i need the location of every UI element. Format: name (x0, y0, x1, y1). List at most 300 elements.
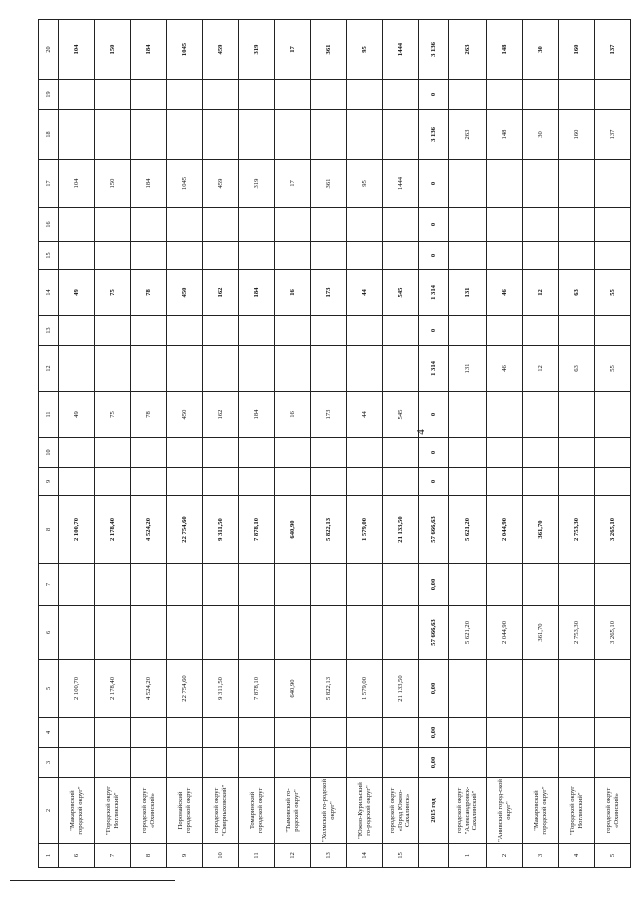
table-cell: 148 (487, 20, 523, 80)
table-cell (311, 564, 347, 606)
table-cell (595, 564, 631, 606)
table-cell (523, 392, 559, 438)
table-cell (275, 110, 311, 160)
table-cell (203, 438, 239, 468)
table-cell (59, 110, 95, 160)
table-cell (59, 438, 95, 468)
table-cell (595, 468, 631, 496)
table-cell: 184 (131, 20, 167, 80)
table-cell (95, 438, 131, 468)
table-cell: 49 (59, 392, 95, 438)
table-cell (275, 242, 311, 270)
table-cell: 95 (347, 20, 383, 80)
table-cell: 0,00 (419, 564, 449, 606)
table-cell (347, 748, 383, 778)
table-cell (347, 438, 383, 468)
table-cell (559, 718, 595, 748)
table-cell (487, 468, 523, 496)
table-cell (311, 316, 347, 346)
column-number: 2 (39, 778, 59, 844)
table-cell: 545 (383, 270, 419, 316)
table-cell: 150 (95, 20, 131, 80)
table-cell: 2 753,30 (559, 606, 595, 660)
table-cell (167, 346, 203, 392)
table-cell: 0 (419, 392, 449, 438)
table-cell (311, 748, 347, 778)
table-cell: 5 621,20 (449, 606, 487, 660)
table-cell (487, 438, 523, 468)
row-number: 6 (59, 844, 95, 868)
table-cell: 30 (523, 20, 559, 80)
table-cell (559, 316, 595, 346)
table-cell: 78 (131, 392, 167, 438)
table-cell (523, 468, 559, 496)
table-cell: 361 (311, 20, 347, 80)
table-cell: 450 (167, 392, 203, 438)
table-cell (167, 110, 203, 160)
table-cell (449, 468, 487, 496)
table-cell: 184 (239, 270, 275, 316)
row-number: 15 (383, 844, 419, 868)
table-cell (59, 80, 95, 110)
table-cell (203, 242, 239, 270)
table-cell (59, 718, 95, 748)
table-cell (523, 208, 559, 242)
table-cell (239, 748, 275, 778)
municipality-name: "Анивский город-ской округ" (487, 778, 523, 844)
table-cell (523, 564, 559, 606)
rotated-table-wrapper (38, 20, 620, 868)
table-cell (383, 110, 419, 160)
table-cell (275, 80, 311, 110)
table-cell: 46 (487, 346, 523, 392)
table-cell: 5 822,13 (311, 660, 347, 718)
table-cell (239, 346, 275, 392)
table-cell (383, 80, 419, 110)
table-row (347, 20, 383, 868)
row-number: 8 (131, 844, 167, 868)
table-cell (449, 80, 487, 110)
table-cell (311, 718, 347, 748)
table-cell: 160 (559, 110, 595, 160)
table-cell: 49 (59, 270, 95, 316)
table-cell: 361,70 (523, 496, 559, 564)
table-cell (449, 208, 487, 242)
table-cell (347, 80, 383, 110)
table-cell: 16 (275, 392, 311, 438)
table-cell: 184 (239, 392, 275, 438)
table-cell: 1 579,00 (347, 660, 383, 718)
table-cell: 104 (59, 160, 95, 208)
table-cell: 30 (523, 110, 559, 160)
municipality-name: "Южно-Курильский го-родской округ" (347, 778, 383, 844)
table-cell (559, 242, 595, 270)
column-number: 16 (39, 208, 59, 242)
table-cell (347, 468, 383, 496)
table-cell: 44 (347, 270, 383, 316)
column-number: 15 (39, 242, 59, 270)
table-cell (167, 468, 203, 496)
table-cell: 57 666,63 (419, 606, 449, 660)
table-cell (523, 316, 559, 346)
table-cell (239, 242, 275, 270)
row-number: 13 (311, 844, 347, 868)
table-cell (487, 392, 523, 438)
table-cell (239, 110, 275, 160)
table-cell: 21 133,50 (383, 660, 419, 718)
column-number: 14 (39, 270, 59, 316)
table-cell (449, 438, 487, 468)
municipality-name: городской округ «Охинский» (131, 778, 167, 844)
table-cell (523, 718, 559, 748)
table-cell (383, 748, 419, 778)
table-cell (95, 208, 131, 242)
municipality-name: "Городской округ Ногликский" (559, 778, 595, 844)
table-row (383, 20, 419, 868)
table-cell (59, 748, 95, 778)
table-cell: 0,00 (419, 660, 449, 718)
column-number: 1 (39, 844, 59, 868)
row-number: 2 (487, 844, 523, 868)
table-cell: 16 (275, 270, 311, 316)
table-cell: 12 (523, 346, 559, 392)
table-cell (523, 80, 559, 110)
table-cell (383, 606, 419, 660)
table-cell (559, 438, 595, 468)
table-cell (347, 242, 383, 270)
table-cell (559, 660, 595, 718)
table-cell: 263 (449, 110, 487, 160)
table-cell (595, 208, 631, 242)
table-cell (487, 80, 523, 110)
column-number: 9 (39, 468, 59, 496)
table-cell (167, 208, 203, 242)
table-cell: 640,90 (275, 660, 311, 718)
table-cell (487, 316, 523, 346)
table-cell: 17 (275, 160, 311, 208)
table-cell: 1444 (383, 160, 419, 208)
column-number: 4 (39, 718, 59, 748)
table-cell (203, 564, 239, 606)
table-cell: 160 (559, 20, 595, 80)
table-cell: 1 314 (419, 270, 449, 316)
table-cell: 1 579,00 (347, 496, 383, 564)
table-cell (59, 208, 95, 242)
table-cell (383, 438, 419, 468)
column-number: 20 (39, 20, 59, 80)
table-cell (347, 316, 383, 346)
data-table (38, 19, 631, 868)
table-cell: 0 (419, 80, 449, 110)
table-cell: 7 878,10 (239, 496, 275, 564)
municipality-name: городской округ "Смирныховский" (203, 778, 239, 844)
table-cell: 162 (203, 392, 239, 438)
table-cell (559, 80, 595, 110)
table-cell (131, 606, 167, 660)
table-cell: 5 621,20 (449, 496, 487, 564)
municipality-name: Поронайский городской округ (167, 778, 203, 844)
table-cell (203, 208, 239, 242)
table-cell (131, 748, 167, 778)
row-number: 7 (95, 844, 131, 868)
table-cell (383, 208, 419, 242)
table-cell: 1045 (167, 160, 203, 208)
table-row (449, 20, 487, 868)
table-cell: 12 (523, 270, 559, 316)
table-cell (203, 316, 239, 346)
table-cell (203, 748, 239, 778)
municipality-name: городской округ «Город Южно-Сахалинск» (383, 778, 419, 844)
table-cell: 4 524,20 (131, 496, 167, 564)
table-cell: 17 (275, 20, 311, 80)
table-cell: 75 (95, 270, 131, 316)
table-cell (559, 208, 595, 242)
table-cell (275, 606, 311, 660)
table-cell: 319 (239, 160, 275, 208)
column-number: 3 (39, 748, 59, 778)
table-cell: 75 (95, 392, 131, 438)
table-cell (95, 242, 131, 270)
municipality-name: Томаринский городской округ (239, 778, 275, 844)
table-cell: 104 (59, 20, 95, 80)
table-cell (559, 468, 595, 496)
header-row (39, 20, 59, 868)
table-cell (167, 748, 203, 778)
table-cell (167, 606, 203, 660)
table-cell: 1444 (383, 20, 419, 80)
table-cell: 150 (95, 160, 131, 208)
table-cell (311, 208, 347, 242)
table-cell (347, 110, 383, 160)
table-cell (131, 208, 167, 242)
table-row (595, 20, 631, 868)
table-row (59, 20, 95, 868)
table-cell (275, 748, 311, 778)
row-number: 9 (167, 844, 203, 868)
table-cell: 0 (419, 160, 449, 208)
table-row (131, 20, 167, 868)
table-cell (239, 316, 275, 346)
table-cell (347, 606, 383, 660)
table-cell (595, 80, 631, 110)
column-number: 12 (39, 346, 59, 392)
table-cell (311, 468, 347, 496)
table-body (39, 20, 631, 868)
table-cell: 9 311,50 (203, 660, 239, 718)
row-number: 1 (449, 844, 487, 868)
table-cell (131, 316, 167, 346)
table-cell (311, 438, 347, 468)
table-cell: 7 878,10 (239, 660, 275, 718)
row-number: 3 (523, 844, 559, 868)
table-cell (347, 718, 383, 748)
municipality-name: 2015 год (419, 778, 449, 844)
table-cell (595, 660, 631, 718)
table-cell (487, 564, 523, 606)
table-row (487, 20, 523, 868)
table-cell (523, 748, 559, 778)
table-cell (559, 564, 595, 606)
table-cell (203, 110, 239, 160)
row-number: 14 (347, 844, 383, 868)
table-cell (167, 316, 203, 346)
table-cell (487, 208, 523, 242)
table-cell: 0 (419, 242, 449, 270)
table-cell: 319 (239, 20, 275, 80)
table-cell (95, 468, 131, 496)
table-cell (95, 316, 131, 346)
table-cell: 78 (131, 270, 167, 316)
table-cell: 459 (203, 160, 239, 208)
row-number: 11 (239, 844, 275, 868)
table-cell (383, 718, 419, 748)
column-number: 7 (39, 564, 59, 606)
table-row (559, 20, 595, 868)
table-cell (131, 438, 167, 468)
table-cell (95, 718, 131, 748)
table-cell (311, 346, 347, 392)
table-cell (449, 564, 487, 606)
column-number: 13 (39, 316, 59, 346)
table-cell: 2 044,90 (487, 496, 523, 564)
table-cell: 131 (449, 346, 487, 392)
table-cell: 55 (595, 270, 631, 316)
page-number: 4 (414, 429, 427, 435)
table-cell (275, 468, 311, 496)
table-cell (275, 346, 311, 392)
table-cell (239, 80, 275, 110)
table-cell (59, 564, 95, 606)
table-cell: 361 (311, 160, 347, 208)
table-cell (311, 606, 347, 660)
municipality-name: "Холмский го-родской округ" (311, 778, 347, 844)
table-cell: 57 666,63 (419, 496, 449, 564)
table-cell (275, 718, 311, 748)
table-cell (523, 438, 559, 468)
table-cell: 137 (595, 20, 631, 80)
table-cell (311, 110, 347, 160)
table-cell (131, 110, 167, 160)
table-cell (167, 718, 203, 748)
column-number: 19 (39, 80, 59, 110)
table-cell (559, 748, 595, 778)
table-cell (239, 438, 275, 468)
table-cell: 137 (595, 110, 631, 160)
table-cell (595, 748, 631, 778)
table-cell: 1045 (167, 20, 203, 80)
municipality-name: "Тымовский го-родской округ" (275, 778, 311, 844)
table-cell (487, 242, 523, 270)
table-row (419, 20, 449, 868)
table-cell: 22 754,60 (167, 660, 203, 718)
footnote-separator (10, 880, 175, 881)
table-row (239, 20, 275, 868)
table-cell: 0 (419, 208, 449, 242)
table-cell: 131 (449, 270, 487, 316)
table-cell (239, 564, 275, 606)
table-cell (59, 468, 95, 496)
table-cell (167, 80, 203, 110)
table-cell (131, 80, 167, 110)
table-cell (131, 718, 167, 748)
table-cell: 0 (419, 316, 449, 346)
table-cell (311, 242, 347, 270)
table-cell: 22 754,60 (167, 496, 203, 564)
table-cell: 162 (203, 270, 239, 316)
column-number: 11 (39, 392, 59, 438)
table-cell (383, 346, 419, 392)
table-cell: 4 524,20 (131, 660, 167, 718)
table-cell (239, 718, 275, 748)
table-cell: 0,00 (419, 748, 449, 778)
table-cell (595, 316, 631, 346)
table-cell: 9 311,50 (203, 496, 239, 564)
table-cell (383, 564, 419, 606)
table-cell: 46 (487, 270, 523, 316)
row-number: 5 (595, 844, 631, 868)
table-cell (523, 242, 559, 270)
table-cell: 3 265,10 (595, 496, 631, 564)
table-cell (203, 718, 239, 748)
table-cell (59, 242, 95, 270)
municipality-name: городской округ «Охинский» (595, 778, 631, 844)
table-cell: 0 (419, 468, 449, 496)
table-cell (167, 564, 203, 606)
table-row (203, 20, 239, 868)
table-cell: 173 (311, 392, 347, 438)
table-cell (203, 80, 239, 110)
table-cell (275, 208, 311, 242)
table-cell: 44 (347, 392, 383, 438)
table-cell: 21 133,50 (383, 496, 419, 564)
table-cell: 2 178,40 (95, 496, 131, 564)
table-cell (595, 392, 631, 438)
table-cell (383, 468, 419, 496)
table-cell (239, 468, 275, 496)
table-cell: 2 044,90 (487, 606, 523, 660)
table-cell (559, 160, 595, 208)
table-cell: 640,90 (275, 496, 311, 564)
municipality-name: городской округ "Александровск-Сахалинский" (449, 778, 487, 844)
table-cell (449, 392, 487, 438)
table-cell (95, 346, 131, 392)
table-cell (595, 718, 631, 748)
row-number: 10 (203, 844, 239, 868)
table-row (311, 20, 347, 868)
row-number (419, 844, 449, 868)
table-cell: 3 136 (419, 20, 449, 80)
table-cell (239, 606, 275, 660)
table-cell (95, 606, 131, 660)
table-cell (59, 346, 95, 392)
table-cell (559, 392, 595, 438)
table-cell (449, 160, 487, 208)
table-row (95, 20, 131, 868)
table-cell (275, 316, 311, 346)
table-cell (595, 160, 631, 208)
table-cell: 63 (559, 270, 595, 316)
column-number: 6 (39, 606, 59, 660)
municipality-name: "Городской округ Ногликский" (95, 778, 131, 844)
table-cell (95, 748, 131, 778)
table-cell (239, 208, 275, 242)
table-cell (203, 606, 239, 660)
table-cell: 2 753,30 (559, 496, 595, 564)
table-cell (59, 316, 95, 346)
table-cell (449, 660, 487, 718)
table-cell (449, 748, 487, 778)
table-cell: 173 (311, 270, 347, 316)
